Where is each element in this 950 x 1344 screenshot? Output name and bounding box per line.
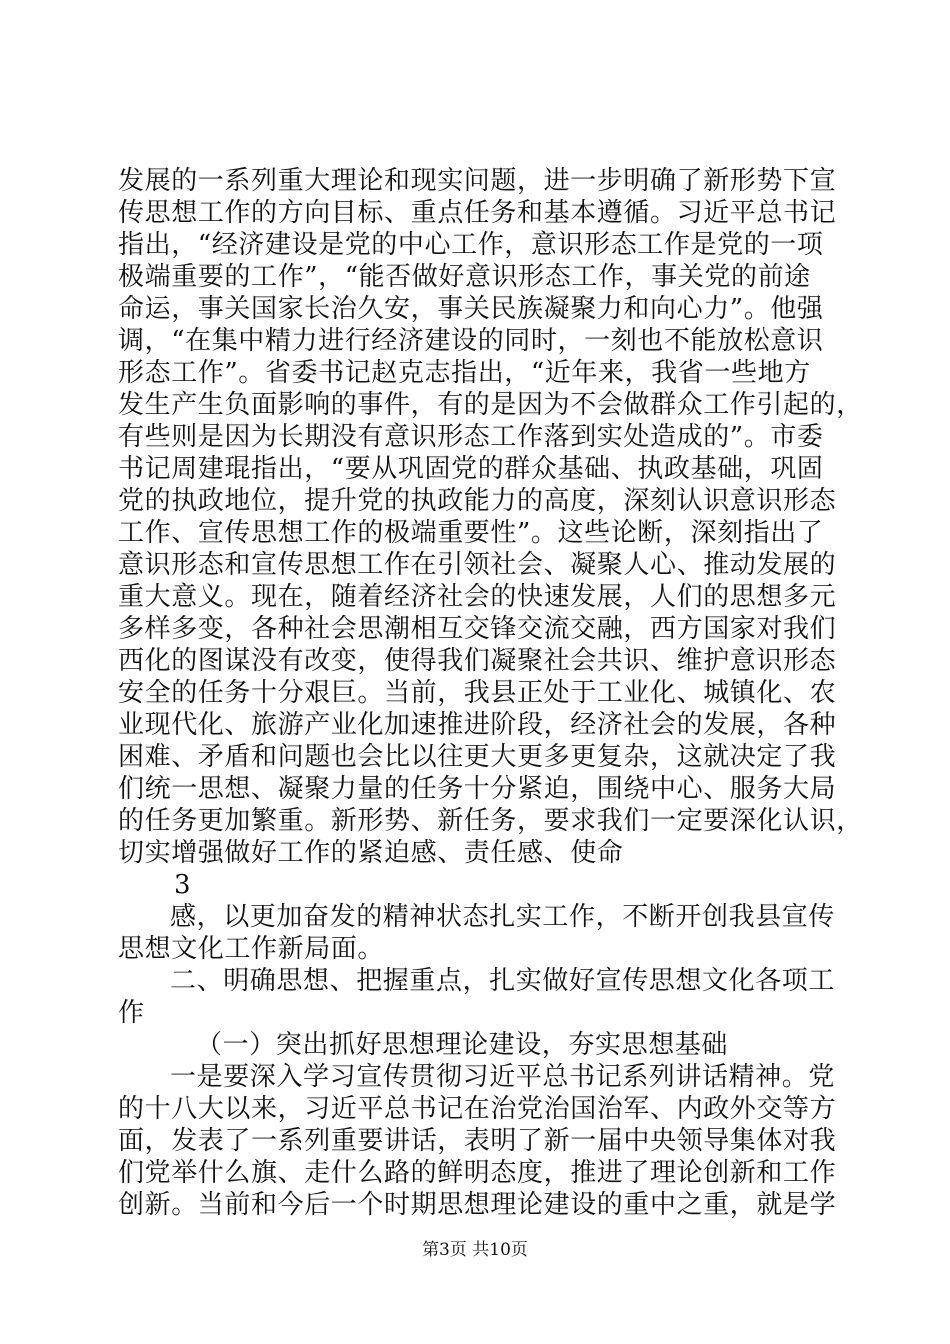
text-line: 创新。当前和今后一个时期思想理论建设的重中之重，就是学 <box>118 1190 837 1220</box>
text-line: 工作、宣传思想工作的极端重要性”。这些论断，深刻指出了 <box>118 518 824 548</box>
text-line: 切实增强做好工作的紧迫感、责任感、使命 <box>118 838 624 868</box>
text-line: 发生产生负面影响的事件，有的是因为不会做群众工作引起的， <box>118 390 863 420</box>
text-line: 重大意义。现在，随着经济社会的快速发展，人们的思想多元 <box>118 582 837 612</box>
text-line: 思想文化工作新局面。 <box>118 934 385 964</box>
text-line: 有些则是因为长期没有意识形态工作落到实处造成的”。市委 <box>118 422 824 452</box>
text-line: 业现代化、旅游产业化加速推进阶段，经济社会的发展，各种 <box>118 710 837 740</box>
text-line: 传思想工作的方向目标、重点任务和基本遵循。习近平总书记 <box>118 198 837 228</box>
text-line: 意识形态和宣传思想工作在引领社会、凝聚人心、推动发展的 <box>118 550 837 580</box>
document-body <box>118 165 863 1221</box>
text-line: 西化的图谋没有改变，使得我们凝聚社会共识、维护意识形态 <box>118 646 837 676</box>
text-line: 们党举什么旗、走什么路的鲜明态度，推进了理论创新和工作 <box>118 1158 837 1188</box>
text-line: 安全的任务十分艰巨。当前，我县正处于工业化、城镇化、农 <box>118 678 837 708</box>
text-line: 困难、矛盾和问题也会比以往更大更多更复杂，这就决定了我 <box>118 742 837 772</box>
text-line: 面，发表了一系列重要讲话，表明了新一届中央领导集体对我 <box>118 1126 837 1156</box>
text-line: 多样多变，各种社会思潮相互交锋交流交融，西方国家对我们 <box>118 614 837 644</box>
text-line: 的十八大以来，习近平总书记在治党治国治军、内政外交等方 <box>118 1094 837 1124</box>
text-line: 指出，“经济建设是党的中心工作，意识形态工作是党的一项 <box>118 230 824 260</box>
text-line: 党的执政地位，提升党的执政能力的高度，深刻认识意识形态 <box>118 486 837 516</box>
page-marker: 3 <box>174 870 192 900</box>
text-line: 感，以更加奋发的精神状态扎实工作，不断开创我县宣传 <box>170 902 836 932</box>
text-line: 命运，事关国家长治久安，事关民族凝聚力和向心力”。他强 <box>118 294 824 324</box>
text-line: 书记周建琨指出，“要从巩固党的群众基础、执政基础，巩固 <box>118 454 824 484</box>
section-heading-continued: 作 <box>118 998 145 1028</box>
text-line: 们统一思想、凝聚力量的任务十分紧迫，围绕中心、服务大局 <box>118 774 837 804</box>
text-line: 一是要深入学习宣传贯彻习近平总书记系列讲话精神。党 <box>170 1062 836 1092</box>
text-line: 调，“在集中精力进行经济建设的同时，一刻也不能放松意识 <box>118 326 824 356</box>
text-line: 极端重要的工作”，“能否做好意识形态工作，事关党的前途 <box>118 262 811 292</box>
text-line: 发展的一系列重大理论和现实问题，进一步明确了新形势下宣 <box>118 166 837 196</box>
text-line: 的任务更加繁重。新形势、新任务，要求我们一定要深化认识， <box>118 806 863 836</box>
section-heading: 二、明确思想、把握重点，扎实做好宣传思想文化各项工 <box>170 966 836 996</box>
text-line: 形态工作”。省委书记赵克志指出，“近年来，我省一些地方 <box>118 358 811 388</box>
subsection-heading: （一）突出抓好思想理论建设，夯实思想基础 <box>196 1030 729 1060</box>
page-footer: 第3页 共10页 <box>422 1240 528 1260</box>
